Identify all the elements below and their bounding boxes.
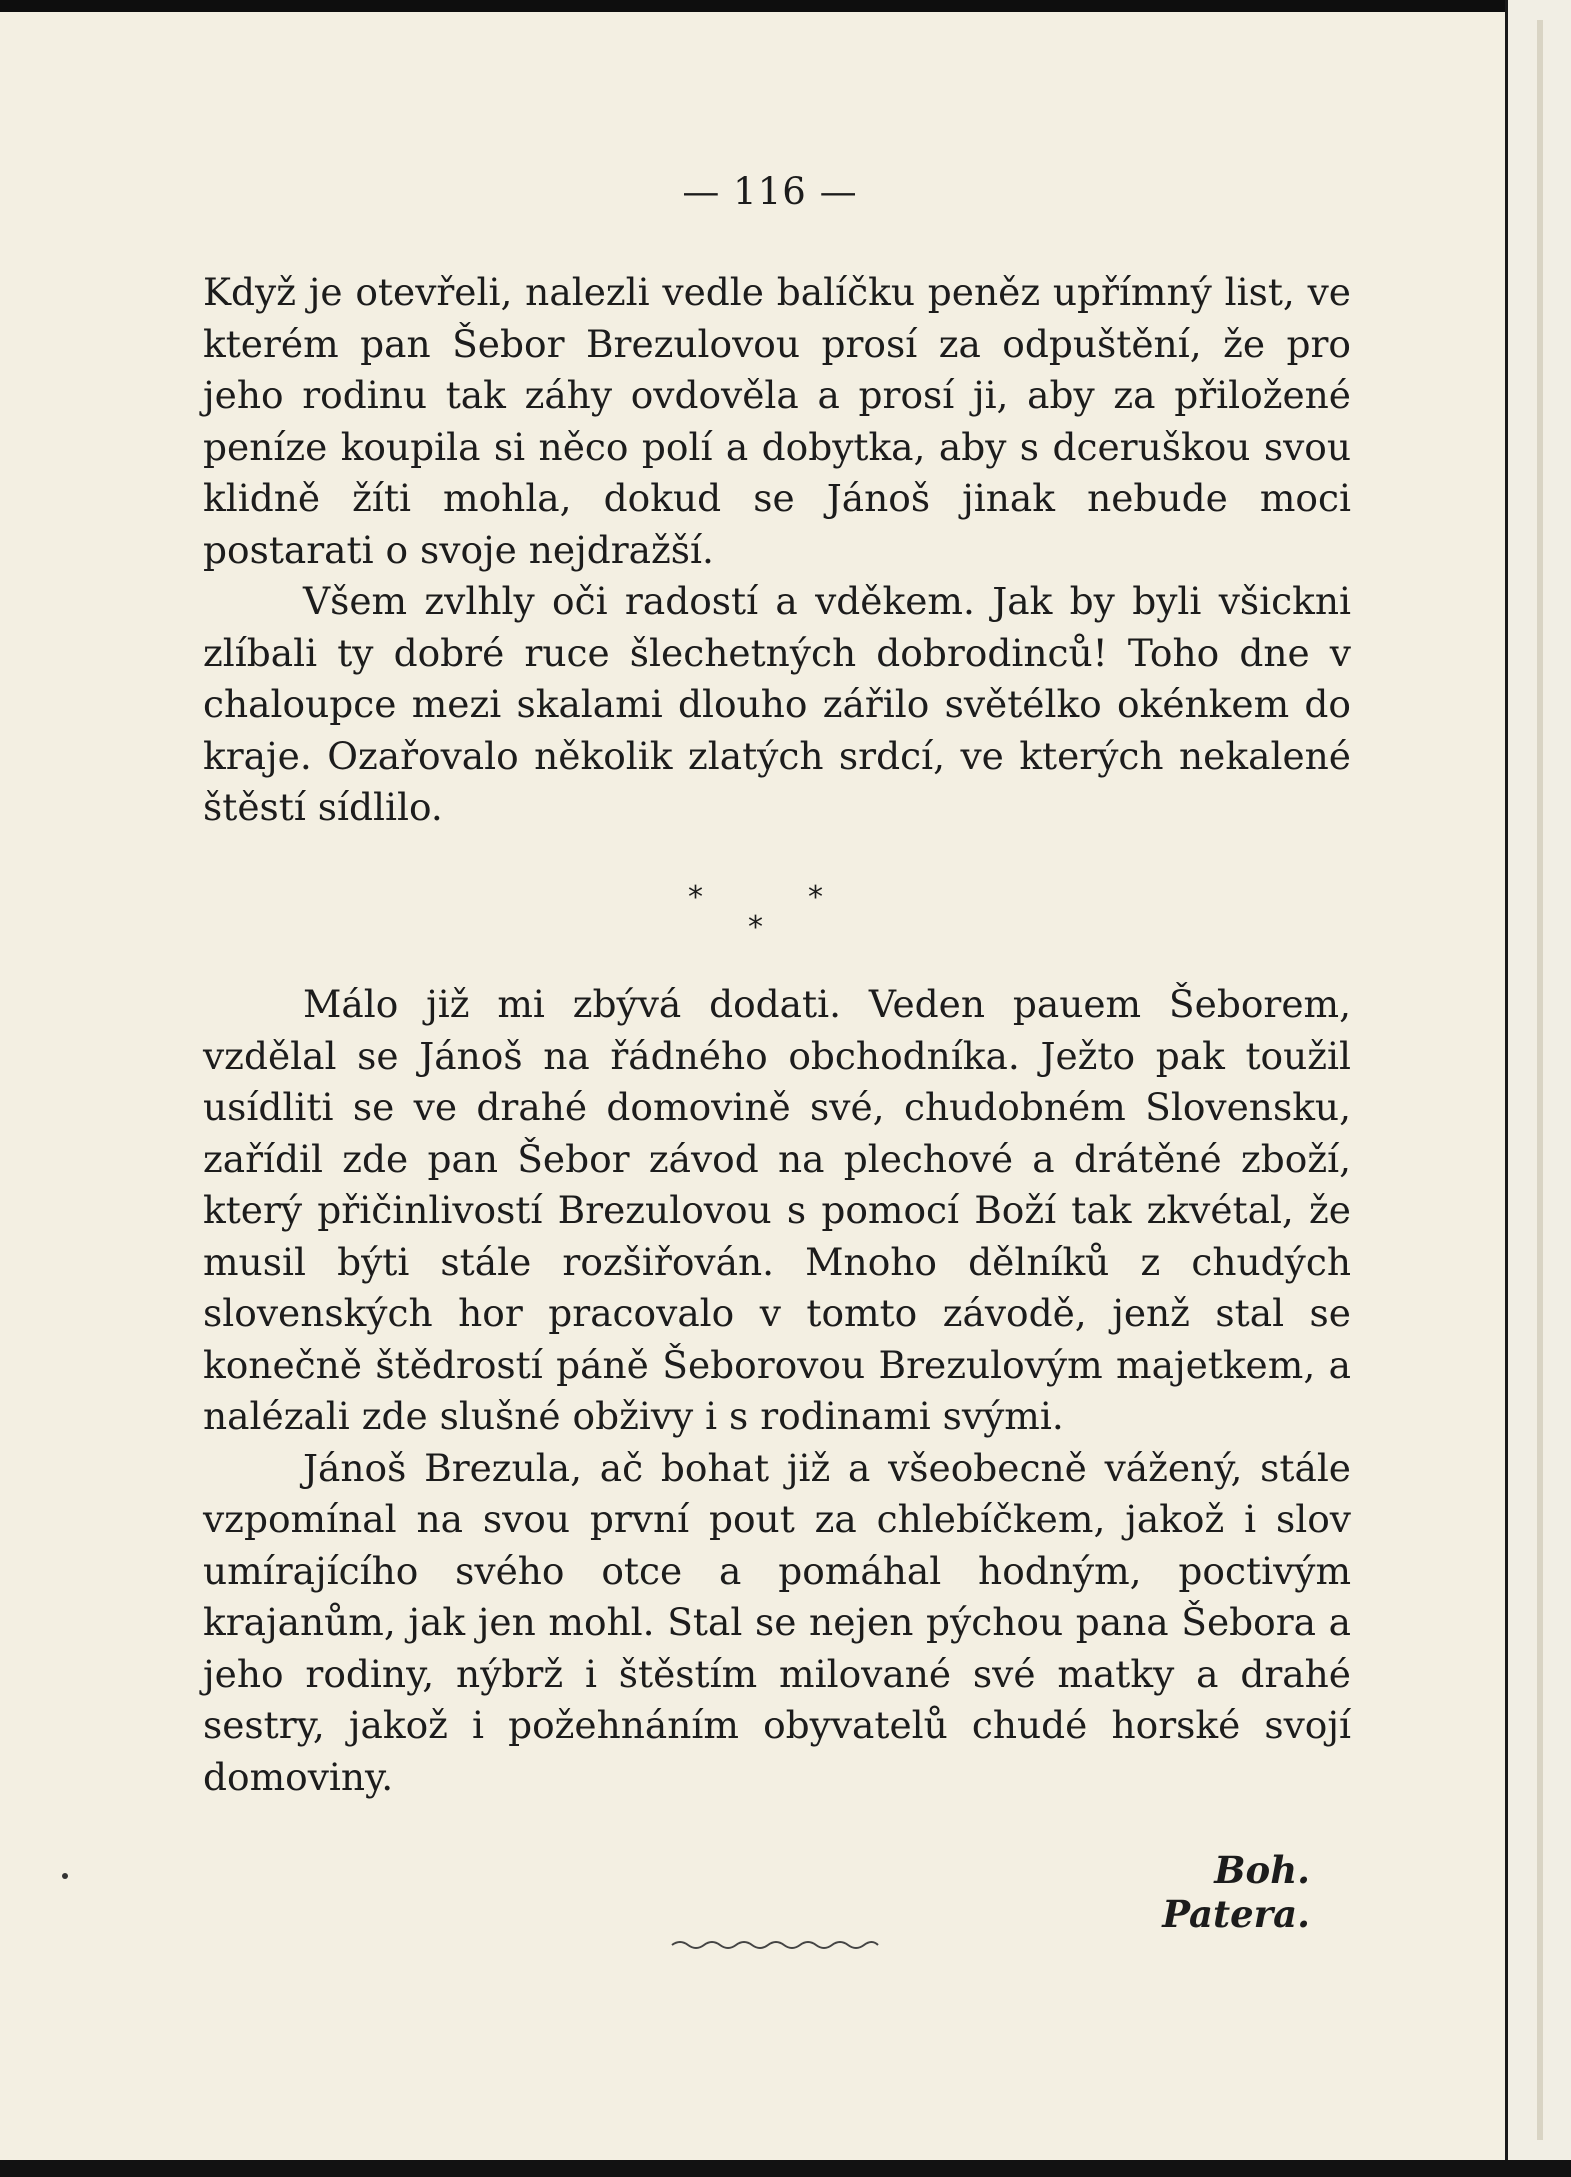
text-section-top: [203, 267, 1351, 834]
author-signature: Boh. Patera.: [1162, 1848, 1310, 1936]
paragraph: Málo již mi zbývá dodati. Veden pauem Šeborem, vzdělal se Jánoš na řádného obchodníka. Ježto pak toužil usídliti se ve drahé domovině své, chudobném Slovensku, zařídil zde pan Šebor závod na plechové a drátěné zboží, který přičinlivostí Brezulovou s pomocí Boží tak zkvétal, že musil býti stále rozšiřován. Mnoho dělníků z chudých slovenských hor pracovalo v tomto závodě, jenž stal se konečně štědrostí páně Šeborovou Brezulovým majetkem, a nalézali zde slušné obživy i s rodinami svými.: [203, 982, 1351, 1438]
asterisk: *: [688, 880, 703, 915]
page-gutter-line: [1537, 20, 1543, 2140]
section-separator-asterism: [660, 880, 840, 950]
paragraph: Všem zvlhly oči radostí a vděkem. Jak by byli všickni zlíbali ty dobré ruce šlechetných dobrodinců! Toho dne v chaloupce mezi skalami dlouho zářilo světélko okénkem do kraje. Ozařovalo několik zlatých srdcí, ve kterých nekalené štěstí sídlilo.: [203, 579, 1351, 829]
scan-top-border: [0, 0, 1510, 12]
page-number: — 116 —: [682, 170, 858, 213]
margin-speck: [62, 1873, 68, 1879]
paragraph: Když je otevřeli, nalezli vedle balíčku peněz upřímný list, ve kterém pan Šebor Brezulovou prosí za odpuštění, že pro jeho rodinu tak záhy ovdověla a prosí ji, aby za přiložené peníze koupila si něco polí a dobytka, aby s dceruškou svou klidně žíti mohla, dokud se Jánoš jinak nebude moci postarati o svoje nejdražší.: [203, 270, 1351, 572]
closing-ornament: [670, 1935, 880, 1955]
asterisk: *: [748, 910, 763, 945]
scan-bottom-border: [0, 2160, 1571, 2177]
paragraph: Jánoš Brezula, ač bohat již a všeobecně vážený, stále vzpomínal na svou první pout za chlebíčkem, jakož i slov umírajícího svého otce a pomáhal hodným, poctivým krajanům, jak jen mohl. Stal se nejen pýchou pana Šebora a jeho rodiny, nýbrž i štěstím milované své matky a drahé sestry, jakož i požehnáním obyvatelů chudé horské svojí domoviny.: [203, 1445, 1351, 1799]
text-section-bottom: [203, 979, 1351, 1803]
asterisk: *: [808, 880, 823, 915]
